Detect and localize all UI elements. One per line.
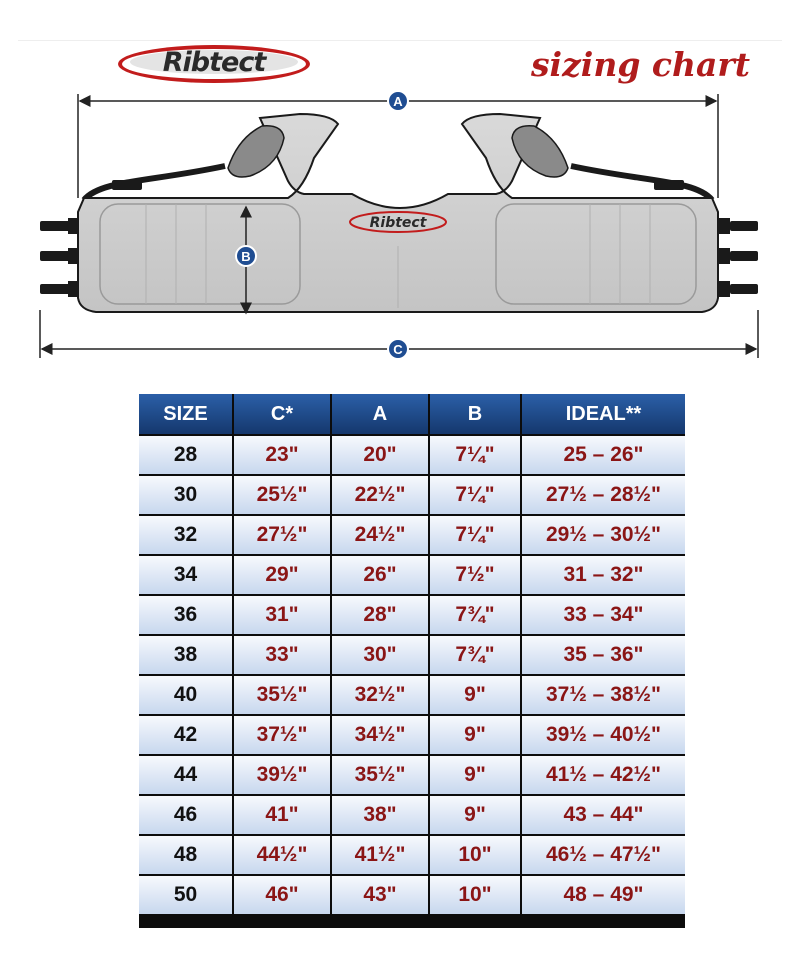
ideal-cell: 31 – 32" xyxy=(521,555,685,595)
a-cell: 38" xyxy=(331,795,429,835)
left-strap-cord xyxy=(84,166,225,200)
size-cell: 32 xyxy=(139,515,233,555)
header-c: C* xyxy=(233,394,331,435)
header-ideal: IDEAL** xyxy=(521,394,685,435)
b-cell: 9" xyxy=(429,755,521,795)
left-shoulder-pad xyxy=(228,126,284,177)
table-header-row xyxy=(139,394,685,435)
size-cell: 38 xyxy=(139,635,233,675)
b-cell: 7½" xyxy=(429,555,521,595)
c-cell: 33" xyxy=(233,635,331,675)
ideal-cell: 27½ – 28½" xyxy=(521,475,685,515)
c-cell: 29" xyxy=(233,555,331,595)
size-cell: 42 xyxy=(139,715,233,755)
b-cell: 9" xyxy=(429,715,521,755)
b-cell: 7¼" xyxy=(429,515,521,555)
b-cell: 9" xyxy=(429,795,521,835)
b-cell: 10" xyxy=(429,835,521,875)
a-cell: 28" xyxy=(331,595,429,635)
b-cell: 7¾" xyxy=(429,595,521,635)
a-cell: 41½" xyxy=(331,835,429,875)
table-row xyxy=(139,755,685,795)
c-cell: 35½" xyxy=(233,675,331,715)
table-row xyxy=(139,635,685,675)
size-cell: 30 xyxy=(139,475,233,515)
a-cell: 32½" xyxy=(331,675,429,715)
brand-name: Ribtect xyxy=(162,46,266,78)
header-size: SIZE xyxy=(139,394,233,435)
ideal-cell: 43 – 44" xyxy=(521,795,685,835)
size-cell: 36 xyxy=(139,595,233,635)
a-cell: 26" xyxy=(331,555,429,595)
size-cell: 50 xyxy=(139,875,233,914)
size-cell: 40 xyxy=(139,675,233,715)
a-cell: 24½" xyxy=(331,515,429,555)
a-cell: 43" xyxy=(331,875,429,914)
c-cell: 27½" xyxy=(233,515,331,555)
c-cell: 31" xyxy=(233,595,331,635)
c-cell: 23" xyxy=(233,435,331,475)
table-row xyxy=(139,595,685,635)
ideal-cell: 46½ – 47½" xyxy=(521,835,685,875)
dimension-c-label: C xyxy=(393,342,403,357)
size-cell: 48 xyxy=(139,835,233,875)
header-a: A xyxy=(331,394,429,435)
ideal-cell: 35 – 36" xyxy=(521,635,685,675)
strap-buckles-icon xyxy=(112,180,684,190)
size-cell: 34 xyxy=(139,555,233,595)
ideal-cell: 41½ – 42½" xyxy=(521,755,685,795)
garment-logo-text: Ribtect xyxy=(369,215,427,231)
c-cell: 37½" xyxy=(233,715,331,755)
a-cell: 30" xyxy=(331,635,429,675)
vest-diagram xyxy=(0,86,800,366)
ideal-cell: 37½ – 38½" xyxy=(521,675,685,715)
c-cell: 25½" xyxy=(233,475,331,515)
c-cell: 44½" xyxy=(233,835,331,875)
ideal-cell: 25 – 26" xyxy=(521,435,685,475)
brand-logo xyxy=(116,40,312,84)
right-strap-cord xyxy=(571,166,712,200)
table-row xyxy=(139,675,685,715)
table-row xyxy=(139,475,685,515)
table-row xyxy=(139,715,685,755)
table-row xyxy=(139,835,685,875)
ideal-cell: 48 – 49" xyxy=(521,875,685,914)
table-row xyxy=(139,435,685,475)
size-cell: 44 xyxy=(139,755,233,795)
dimension-a-label: A xyxy=(393,94,403,109)
b-cell: 7¾" xyxy=(429,635,521,675)
table-row xyxy=(139,515,685,555)
right-buckles-icon xyxy=(718,218,758,297)
ideal-cell: 39½ – 40½" xyxy=(521,715,685,755)
ideal-cell: 29½ – 30½" xyxy=(521,515,685,555)
table-row xyxy=(139,875,685,914)
c-cell: 39½" xyxy=(233,755,331,795)
table-row xyxy=(139,795,685,835)
a-cell: 20" xyxy=(331,435,429,475)
b-cell: 9" xyxy=(429,675,521,715)
dimension-b-label: B xyxy=(241,249,251,264)
page-title: sizing chart xyxy=(530,45,750,84)
sizing-table xyxy=(139,394,685,928)
size-cell: 46 xyxy=(139,795,233,835)
c-cell: 46" xyxy=(233,875,331,914)
b-cell: 7¼" xyxy=(429,435,521,475)
c-cell: 41" xyxy=(233,795,331,835)
a-cell: 34½" xyxy=(331,715,429,755)
ideal-cell: 33 – 34" xyxy=(521,595,685,635)
table-row xyxy=(139,555,685,595)
header-b: B xyxy=(429,394,521,435)
a-cell: 35½" xyxy=(331,755,429,795)
vest-illustration xyxy=(0,86,800,366)
a-cell: 22½" xyxy=(331,475,429,515)
left-buckles-icon xyxy=(40,218,78,297)
b-cell: 7¼" xyxy=(429,475,521,515)
size-cell: 28 xyxy=(139,435,233,475)
right-shoulder-pad xyxy=(512,126,568,177)
b-cell: 10" xyxy=(429,875,521,914)
